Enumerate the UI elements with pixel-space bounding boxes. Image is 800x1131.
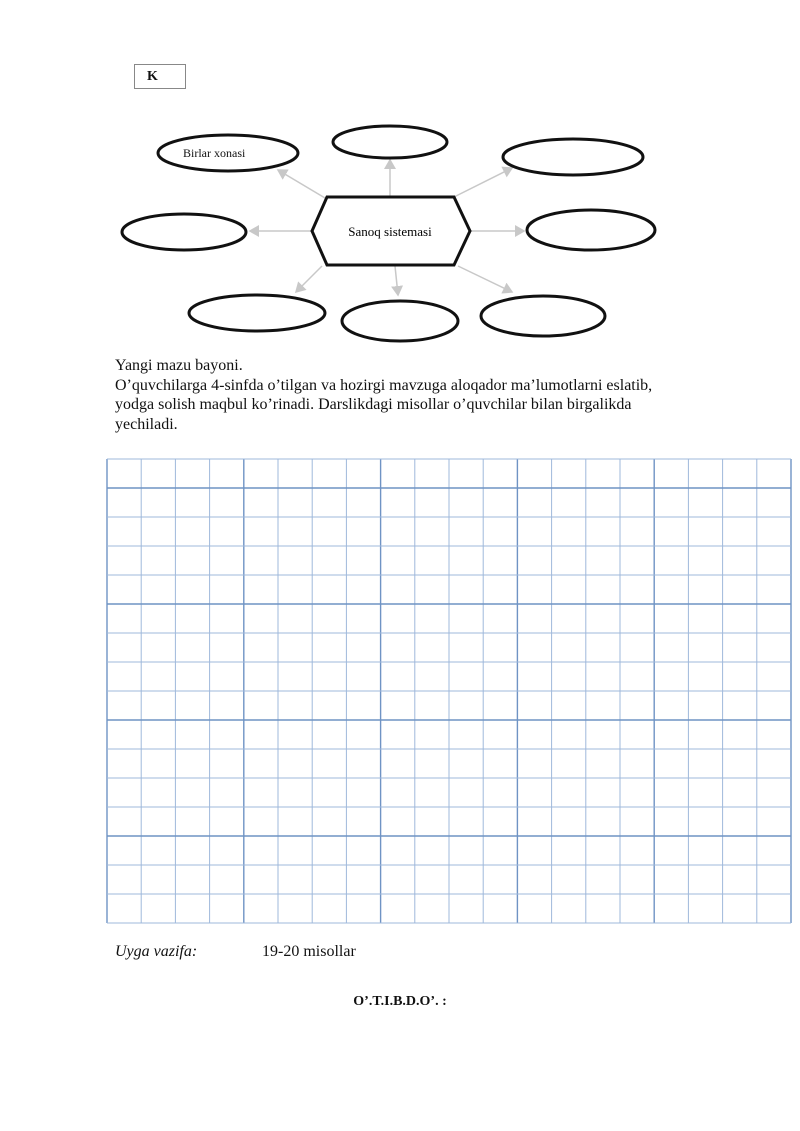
arrow-bottom-right	[458, 266, 512, 292]
homework-label: Uyga vazifa:	[115, 943, 198, 960]
graph-paper-grid	[106, 458, 792, 929]
paragraph-line: yechiladi.	[115, 415, 178, 433]
arrow-bottom	[395, 266, 398, 295]
bubble-top	[333, 126, 447, 158]
bubble-bottom	[342, 301, 458, 341]
homework-line	[115, 943, 356, 961]
arrow-top-right	[452, 168, 512, 198]
section-heading: Yangi mazu bayoni.	[115, 357, 243, 374]
homework-value: 19-20 misollar	[262, 943, 356, 960]
bubble-bottom-left	[189, 295, 325, 331]
lesson-text	[115, 356, 755, 434]
paragraph-line: O’quvchilarga 4-sinfda o’tilgan va hozirgi mavzuga aloqador ma’lumotlarni eslatib,	[115, 376, 653, 394]
section-letter: K	[147, 69, 158, 84]
arrow-bottom-left	[296, 266, 322, 292]
bubble-label-top-left: Birlar xonasi	[183, 146, 246, 160]
center-label: Sanoq sistemasi	[348, 224, 432, 239]
grid-lines	[106, 458, 792, 924]
bubble-bottom-right	[481, 296, 605, 336]
concept-diagram	[0, 0, 800, 345]
bubble-left	[122, 214, 246, 250]
arrow-top-left	[278, 170, 325, 198]
paragraph-line: yodga solish maqbul ko’rinadi. Darslikdagi misollar o’quvchilar bilan birgalikda	[115, 396, 632, 413]
bubble-right	[527, 210, 655, 250]
footer-code: O’.T.I.B.D.O’. :	[353, 994, 447, 1009]
bubble-top-right	[503, 139, 643, 175]
